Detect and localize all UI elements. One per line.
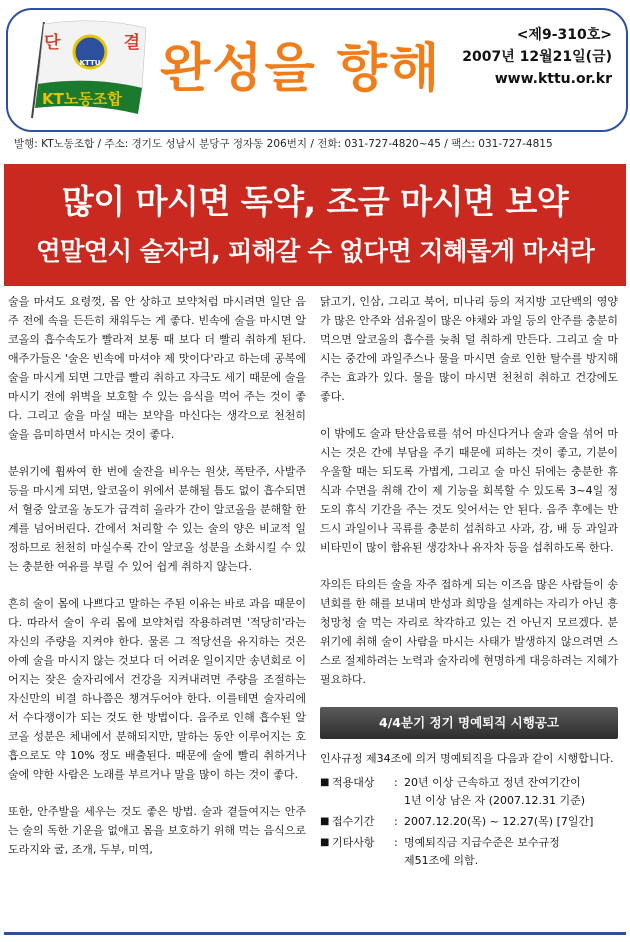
article-left-column <box>8 292 306 877</box>
notice-title: 4/4분기 정기 명예퇴직 시행공고 <box>320 707 618 739</box>
article-paragraph: 자의든 타의든 술을 자주 접하게 되는 이즈음 많은 사람들이 송년회를 한 해를 보내며 반성과 희망을 설계하는 자리가 아닌 흥청망청 술 먹는 자리로 착각하고 있는 건 아닌지 모르겠다. 분위기에 취해 술이 사람을 마시는 사태가 발생하지 않으려면 스스로 절제하려는 노력과 술자리에 현명하게 대응하려는 지혜가 필요하다. <box>320 578 618 686</box>
article-right-column <box>320 292 618 873</box>
headline-banner <box>4 164 626 286</box>
article-paragraph: 흔히 술이 몸에 나쁘다고 말하는 주된 이유는 바로 과음 때문이다. 따라서 술이 우리 몸에 보약처럼 작용하려면 '적당히'라는 자신의 주량을 지켜야 한다. 물론 그 적당선을 유지하는 것은 아예 술을 마시지 않는 것보다 더 어려운 일이지만 송년회로 이어지는 잦은 술자리에서 건강을 지켜내려면 주량을 조절하는 자신만의 비결 하나쯤은 챙겨두어야 한다. 이를테면 술자리에서 수다쟁이가 되는 것도 한 방법이다. 음주로 인해 흡수된 알코올 성분은 체내에서 분해되지만, 말하는 동안 이루어지는 호흡으로도 약 10% 정도 배출된다. 때문에 술에 빨리 취하거나 술에 약한 사람은 노래를 부르거나 말을 많이 하는 것이 좋다. <box>8 597 306 781</box>
bullet-square-icon: ■ <box>320 837 330 848</box>
issue-info <box>462 24 612 90</box>
headline-main: 많이 마시면 독약, 조금 마시면 보약 <box>61 182 569 221</box>
flag-bottom-text: KT노동조합 <box>42 90 122 108</box>
bullet-square-icon: ■ <box>320 777 330 788</box>
notice-label: 적용대상 <box>332 776 375 789</box>
article-paragraph: 술을 마셔도 요령껏, 몸 안 상하고 보약처럼 마시려면 일단 음주 전에 속을 든든히 채워두는 게 좋다. 빈속에 술을 마시면 알코올의 흡수속도가 빨라져 보통 때 보다 더 빨리 취하게 된다. 애주가들은 '술은 빈속에 마셔야 제 맛이다'라고 하는데 공복에 술을 마시게 되면 그만큼 빨리 취하고 자극도 세기 때문에 술을 마시기 전에 위벽을 보호할 수 있는 음식을 먹어 주는 것이 좋다. 그리고 술을 마실 때는 보약을 마신다는 생각으로 천천히 술을 음미하면서 마시는 것이 좋다. <box>8 295 306 441</box>
article-paragraph: 분위기에 휩싸여 한 번에 술잔을 비우는 원샷, 폭탄주, 사발주 등을 마시게 되면, 알코올이 위에서 분해될 틈도 없이 흡수되면서 혈중 알코올 농도가 급격히 올라가 간이 알코올을 분해할 한계를 넘어버린다. 간에서 처리할 수 있는 술의 양은 비교적 일정하므로 천천히 마실수록 간이 알코올 성분을 소화시킬 수 있는 충분한 여유를 부릴 수 있어 쉽게 취하지 않는다. <box>8 465 306 573</box>
website-link[interactable]: www.kttu.or.kr <box>494 71 612 87</box>
notice-value: 제51조에 의함. <box>404 854 479 867</box>
notice-value: 2007.12.20(목) ~ 12.27(목) [7일간] <box>404 815 594 828</box>
notice-label: 기타사항 <box>332 836 375 849</box>
notice-intro: 인사규정 제34조에 의거 명예퇴직을 다음과 같이 시행합니다. <box>320 752 614 765</box>
newsletter-title: 완성을 향해 <box>160 39 442 99</box>
flag-logo-text: KTTU <box>79 59 101 67</box>
issue-date: 2007년 12월21일(금) <box>462 49 612 65</box>
article-paragraph: 이 밖에도 술과 탄산음료를 섞어 마신다거나 술과 술을 섞어 마시는 것은 간에 부담을 주기 때문에 피하는 것이 좋고, 기분이 우울할 때는 되도록 가볍게, 그리고 술 마신 뒤에는 충분한 휴식과 수면을 취해 간이 제 기능을 회복할 수 있도록 3~4일 정도의 휴식 기간을 주는 것도 잊어서는 안 된다. 음주 후에는 반드시 과일이나 곡류를 충분히 섭취하고 사과, 감, 배 등 과일과 비타민이 많이 함유된 생강차나 유자차 등을 섭취하도록 한다. <box>320 427 618 554</box>
notice-value: 20년 이상 근속하고 정년 잔여기간이 <box>404 776 581 789</box>
union-flag-logo <box>26 18 150 120</box>
article-paragraph: 닭고기, 인삼, 그리고 북어, 미나리 등의 저지방 고단백의 영양가 많은 안주와 섬유질이 많은 야채와 과일 등의 안주를 충분히 먹으면 알코올의 흡수를 늦춰 덜 취하게 만든다. 그리고 술 마시는 중간에 과일주스나 물을 마시면 술로 인한 탈수를 방지해 주는 효과가 있다. 물을 많이 마시면 천천히 취하고 건강에도 좋다. <box>320 295 618 403</box>
notice-label: 접수기간 <box>332 815 375 828</box>
publisher-line: 발행: KT노동조합 / 주소: 경기도 성남시 분당구 정자동 206번지 / 전화: 031-727-4820~45 / 팩스: 031-727-4815 <box>14 138 553 150</box>
bullet-square-icon: ■ <box>320 816 330 827</box>
issue-number: <제9-310호> <box>516 27 612 43</box>
notice-item-target: ■ 적용대상 : 20년 이상 근속하고 정년 잔여기간이 1년 이상 남은 자 (2007.12.31 기준) <box>320 774 618 810</box>
article-paragraph: 또한, 안주발을 세우는 것도 좋은 방법. 술과 곁들여지는 안주는 술의 독한 기운을 없애고 몸을 보호하기 위해 먹는 음식으로 도라지와 굴, 조개, 두부, 미역, <box>8 805 306 856</box>
bottom-divider <box>4 932 626 935</box>
notice-value: 1년 이상 남은 자 (2007.12.31 기준) <box>404 794 586 807</box>
notice-item-period: ■ 접수기간 : 2007.12.20(목) ~ 12.27(목) [7일간] <box>320 813 618 831</box>
flag-top-text: 단 결 <box>44 33 140 53</box>
notice-value: 명예퇴직금 지급수준은 보수규정 <box>404 836 560 849</box>
notice-item-etc: ■ 기타사항 : 명예퇴직금 지급수준은 보수규정 제51조에 의함. <box>320 834 618 870</box>
headline-sub: 연말연시 술자리, 피해갈 수 없다면 지혜롭게 마셔라 <box>36 237 594 267</box>
masthead <box>6 8 628 132</box>
